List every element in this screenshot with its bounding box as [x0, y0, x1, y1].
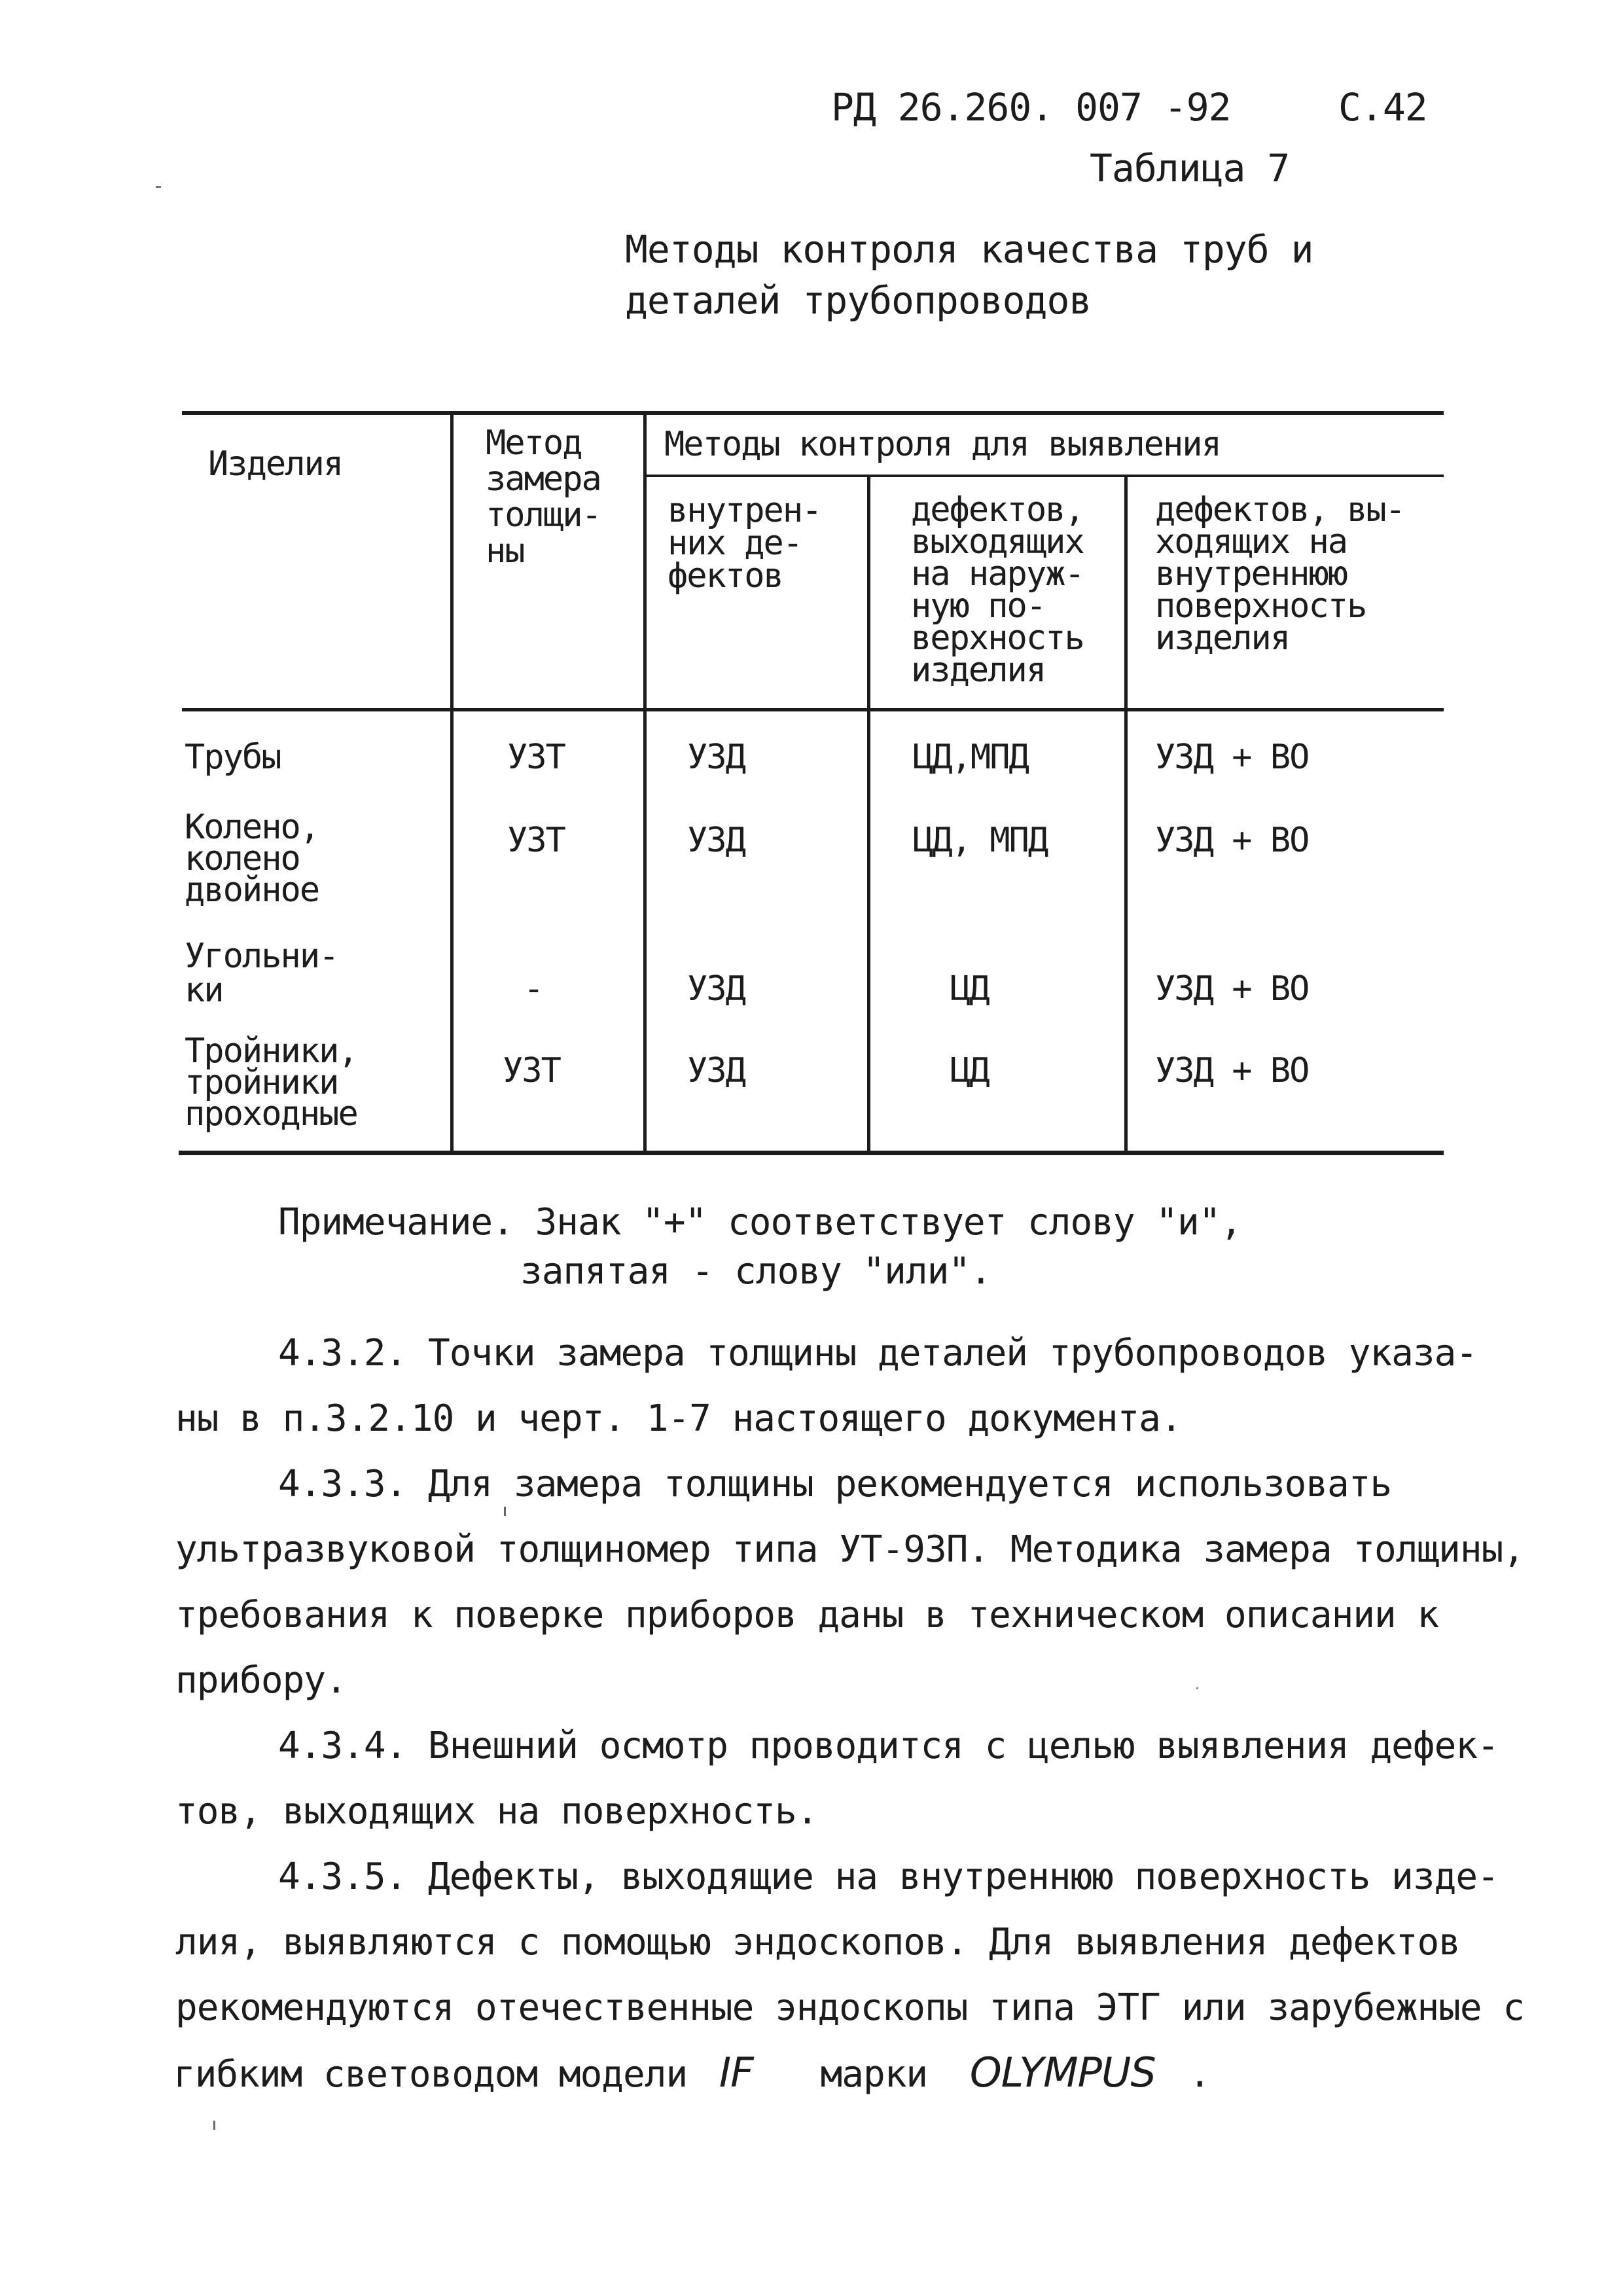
scan-speck	[504, 1507, 506, 1516]
header-internal-line: внутрен-	[668, 491, 821, 530]
paragraph-line: 4.3.4. Внешний осмотр проводится с целью выявления дефек-	[278, 1725, 1499, 1767]
header-thickness-line: ны	[486, 531, 524, 571]
header-outer-line: дефектов,	[911, 490, 1084, 529]
header-inner-line: изделия	[1155, 619, 1290, 658]
row-2-item-line: колено	[185, 839, 300, 878]
column-divider-1	[450, 415, 454, 1151]
header-internal-line: фектов	[668, 556, 783, 596]
row-4-item-line: тройники	[185, 1063, 338, 1102]
note-line-1: Примечание. Знак "+" соответствует слову "и",	[278, 1201, 1242, 1244]
row-4-thickness: УЗТ	[503, 1051, 560, 1090]
row-2-internal: УЗД	[687, 821, 745, 860]
row-4-inner-surface: УЗД + ВО	[1155, 1051, 1309, 1090]
header-outer-line: на наруж-	[911, 554, 1084, 594]
header-outer-line: верхность	[911, 619, 1084, 658]
note-line-2: запятая - слову "или".	[520, 1250, 991, 1293]
header-inner-line: ходящих на	[1155, 522, 1347, 562]
scan-speck	[156, 186, 161, 188]
row-2-outer: ЦД, МПД	[913, 821, 1048, 860]
row-3-thickness: -	[524, 969, 543, 1009]
scan-speck	[213, 2121, 215, 2130]
handwritten-model: IF	[719, 2049, 753, 2096]
paragraph-line: 4.3.3. Для замера толщины рекомендуется использовать	[278, 1463, 1392, 1505]
row-3-item-line: Угольни-	[185, 937, 338, 976]
paragraph-line: ультразвуковой толщиномер типа УТ-93П. Методика замера толщины,	[175, 1528, 1525, 1571]
header-outer-line: ную по-	[911, 586, 1046, 626]
table-title-line-2: деталей трубопроводов	[625, 278, 1092, 323]
row-4-item-line: Тройники,	[185, 1031, 357, 1071]
paragraph-line: ны в п.3.2.10 и черт. 1-7 настоящего документа.	[175, 1397, 1182, 1440]
last-line-text-a: гибким световодом модели	[173, 2053, 688, 2096]
header-inner-line: внутреннюю	[1155, 554, 1347, 594]
row-2-item-line: двойное	[185, 870, 319, 910]
table-title-line-1: Методы контроля качества труб и	[625, 227, 1313, 272]
table-bottom-border	[179, 1151, 1444, 1155]
header-outer-line: выходящих	[911, 522, 1084, 562]
row-2-thickness: УЗТ	[507, 821, 565, 860]
document-code: РД 26.260. 007 -92	[831, 85, 1231, 130]
header-inner-line: дефектов, вы-	[1155, 490, 1404, 529]
header-products: Изделия	[208, 444, 343, 484]
column-divider-3	[867, 476, 870, 1151]
row-1-internal: УЗД	[687, 738, 745, 777]
row-3-item-line: ки	[185, 971, 223, 1010]
header-thickness-line: толщи-	[486, 495, 601, 535]
row-1-item	[185, 738, 281, 776]
header-inner-line: поверхность	[1155, 586, 1366, 626]
row-1-inner-surface: УЗД + ВО	[1155, 738, 1309, 777]
header-internal-defects	[668, 491, 821, 596]
row-4-outer: ЦД	[950, 1051, 989, 1090]
table-top-border	[182, 411, 1444, 415]
last-line	[173, 2049, 1210, 2096]
row-4-internal: УЗД	[687, 1051, 745, 1090]
column-divider-2	[643, 415, 647, 1151]
last-line-end: .	[1188, 2053, 1211, 2096]
column-divider-4	[1124, 476, 1128, 1151]
row-3-internal: УЗД	[687, 969, 745, 1009]
row-1-outer: ЦД,МПД	[913, 738, 1028, 777]
header-thickness-method	[486, 425, 601, 569]
paragraph-line: лия, выявляются с помощью эндоскопов. Для выявления дефектов	[175, 1921, 1460, 1964]
paragraph-line: тов, выходящих на поверхность.	[175, 1790, 818, 1833]
paragraph-line: 4.3.5. Дефекты, выходящие на внутреннюю поверхность изде-	[278, 1856, 1499, 1898]
row-1-thickness: УЗТ	[507, 738, 565, 777]
header-thickness-line: Метод	[486, 423, 582, 463]
handwritten-brand: OLYMPUS	[969, 2049, 1156, 2096]
scan-speck	[1196, 1687, 1198, 1689]
row-3-inner-surface: УЗД + ВО	[1155, 969, 1309, 1009]
page-number: С.42	[1338, 85, 1427, 130]
row-2-item-line: Колено,	[185, 808, 319, 847]
paragraph-line: рекомендуются отечественные эндоскопы типа ЭТГ или зарубежные с	[175, 1986, 1525, 2029]
group-header-divider	[645, 475, 1444, 477]
header-bottom-border	[182, 708, 1444, 711]
table-label: Таблица 7	[1090, 146, 1290, 190]
paragraph-line: требования к поверке приборов даны в техническом описании к	[175, 1594, 1439, 1636]
row-3-item	[185, 937, 338, 1010]
paragraph-line: прибору.	[175, 1659, 347, 1702]
row-2-inner-surface: УЗД + ВО	[1155, 821, 1309, 860]
header-internal-line: них де-	[668, 524, 802, 563]
last-line-text-b: марки	[820, 2053, 928, 2096]
header-inner-surface-defects	[1155, 490, 1404, 658]
row-4-item-line: проходные	[185, 1094, 357, 1134]
header-outer-line: изделия	[911, 651, 1046, 690]
header-outer-surface-defects	[911, 490, 1084, 690]
row-1-item-line: Трубы	[185, 738, 281, 777]
row-3-outer: ЦД	[950, 969, 989, 1009]
header-thickness-line: замера	[486, 459, 601, 499]
paragraph-line: 4.3.2. Точки замера толщины деталей трубопроводов указа-	[278, 1332, 1478, 1374]
row-4-item	[185, 1031, 357, 1134]
row-2-item	[185, 808, 319, 910]
header-control-methods: Методы контроля для выявления	[664, 425, 1221, 464]
